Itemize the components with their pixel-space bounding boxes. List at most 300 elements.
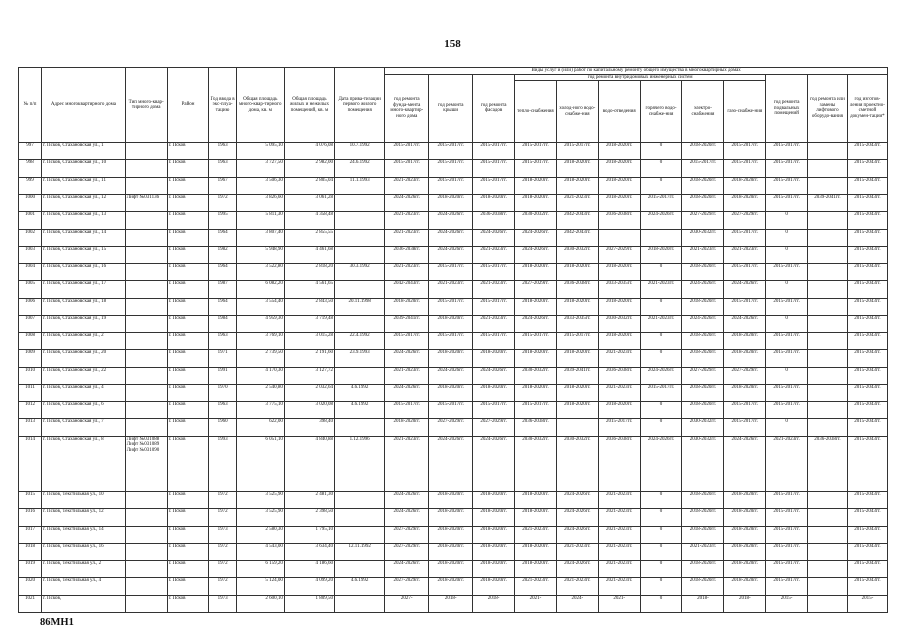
row-design: 2015-2043гг. — [847, 543, 887, 560]
row-cold-water: 2042-2043гг. — [556, 229, 598, 246]
row-year: 1991 — [209, 367, 236, 384]
row-heat: 2021-2023гг. — [515, 526, 557, 543]
row-facade: 2015-2017гг. — [473, 402, 515, 419]
row-roof: 2018-2020гг. — [429, 543, 473, 560]
row-privatization-date — [335, 281, 385, 298]
table-row — [19, 595, 888, 612]
row-total-area: 4 959,30 — [236, 315, 284, 332]
table-row — [19, 402, 888, 419]
row-cold-water: 2042-2043гг. — [556, 212, 598, 229]
row-hot-water: 0 — [640, 177, 682, 194]
row-privatization-date: 4.6.1992 — [335, 578, 385, 595]
row-electric: 2018-2020гг. — [682, 578, 724, 595]
row-basement: 0 — [766, 229, 808, 246]
row-privatization-date: 1.12.1996 — [335, 436, 385, 491]
row-facade: 2015-2017гг. — [473, 264, 515, 281]
row-number: 999 — [19, 177, 42, 194]
row-foundation: 2018-2020гг. — [385, 298, 429, 315]
row-basement: 2015-2017гг. — [766, 333, 808, 350]
row-year: 1972 — [209, 194, 236, 211]
header-works-group: Виды услуг и (или) работ по капитальному ремонту общего имущества в многоквартирных домах — [385, 68, 888, 75]
row-basement: 2015-2017гг. — [766, 350, 808, 367]
row-sewer: 2030-2032гг. — [598, 315, 640, 332]
row-house-type — [125, 402, 167, 419]
header-sewer: водо-отведения — [598, 81, 640, 143]
row-privatization-date: 23.9.1993 — [335, 350, 385, 367]
row-sewer: 2021-2023гг. — [598, 492, 640, 509]
row-house-type — [125, 419, 167, 436]
row-basement: 2015-2017гг. — [766, 526, 808, 543]
row-number: 1021 — [19, 595, 42, 612]
row-hot-water: 0 — [640, 160, 682, 177]
row-facade: 2024-2026гг. — [473, 229, 515, 246]
row-facade: 2018-2020гг. — [473, 384, 515, 401]
row-living-area: 3 719,48 — [284, 315, 334, 332]
row-sewer: 2021-2023гг. — [598, 350, 640, 367]
row-privatization-date — [335, 492, 385, 509]
row-address: г. Псков, Текстильная ул., 12 — [42, 509, 126, 526]
row-basement: 0 — [766, 212, 808, 229]
header-design: год изготов-ления проектно-сметной докумен-тации* — [847, 74, 887, 143]
row-gas: 2015-2017гг. — [724, 402, 766, 419]
row-privatization-date: 12.11.1992 — [335, 543, 385, 560]
row-total-area: 2 540,80 — [236, 384, 284, 401]
row-sewer: 2033-2035гг. — [598, 281, 640, 298]
row-total-area: 3 525,90 — [236, 509, 284, 526]
row-year: 1963 — [209, 143, 236, 160]
row-heat: 2018-2020гг. — [515, 194, 557, 211]
row-year: 1964 — [209, 264, 236, 281]
row-facade: 2024-2026гг. — [473, 436, 515, 491]
row-total-area: 2 739,50 — [236, 350, 284, 367]
row-foundation: 2024-2026гг. — [385, 561, 429, 578]
row-elevator — [808, 212, 848, 229]
row-design: 2015-2043гг. — [847, 315, 887, 332]
row-cold-water: 2024-2026гг. — [556, 492, 598, 509]
row-heat: 2018-2020гг. — [515, 298, 557, 315]
row-living-area: 2 032,64 — [284, 384, 334, 401]
row-living-area: 2 982,00 — [284, 160, 334, 177]
row-sewer: 2018-2020гг. — [598, 264, 640, 281]
row-hot-water: 2021-2023гг. — [640, 281, 682, 298]
row-elevator — [808, 561, 848, 578]
row-heat: 2018-2020гг. — [515, 350, 557, 367]
row-privatization-date — [335, 419, 385, 436]
row-privatization-date: 10.7.1992 — [335, 143, 385, 160]
row-living-area: 3 015,28 — [284, 333, 334, 350]
row-cold-water: 2015-2017гг. — [556, 143, 598, 160]
row-electric: 2024-2026гг. — [682, 281, 724, 298]
row-sewer: 2021-2023гг. — [598, 526, 640, 543]
row-privatization-date: 22.4.1992 — [335, 333, 385, 350]
row-address: г. Псков, Стахановская ул., 18 — [42, 298, 126, 315]
row-roof: 2015-2017гг. — [429, 333, 473, 350]
header-privatization-date: Дата прива-тизации первого жилого помещения — [335, 68, 385, 143]
row-basement: 2015-2017гг. — [766, 509, 808, 526]
row-cold-water: 2021-2023гг. — [556, 578, 598, 595]
row-total-area: 5 124,00 — [236, 578, 284, 595]
row-hot-water: 0 — [640, 264, 682, 281]
row-hot-water: 0 — [640, 402, 682, 419]
table-row — [19, 578, 888, 595]
row-living-area: 2 805,04 — [284, 177, 334, 194]
row-house-type — [125, 333, 167, 350]
row-electric: 2030-2032гг. — [682, 436, 724, 491]
table-row — [19, 160, 888, 177]
row-district: г. Псков — [167, 419, 209, 436]
row-facade: 2018-2020гг. — [473, 526, 515, 543]
row-facade: 2015-2017гг. — [473, 160, 515, 177]
row-year: 1963 — [209, 333, 236, 350]
row-cold-water: 2021-2023гг. — [556, 543, 598, 560]
row-address: г. Псков, Стахановская ул., 1 — [42, 143, 126, 160]
row-number: 1001 — [19, 212, 42, 229]
row-sewer: 2036-2038гг. — [598, 436, 640, 491]
row-cold-water: 2018-2020гг. — [556, 384, 598, 401]
row-facade: 2036-2038гг. — [473, 212, 515, 229]
row-district: г. Псков — [167, 578, 209, 595]
row-hot-water: 0 — [640, 419, 682, 436]
row-hot-water: 0 — [640, 543, 682, 560]
row-facade: 2018-2020гг. — [473, 350, 515, 367]
row-number: 1014 — [19, 436, 42, 491]
row-year: 1993 — [209, 436, 236, 491]
row-roof: 2018-2020гг. — [429, 509, 473, 526]
row-number: 1017 — [19, 526, 42, 543]
row-house-type: Лифт №031136 — [125, 194, 167, 211]
row-gas: 2018-2020гг. — [724, 578, 766, 595]
row-house-type — [125, 143, 167, 160]
row-living-area: 4 099,20 — [284, 578, 334, 595]
row-house-type — [125, 492, 167, 509]
row-district: г. Псков — [167, 246, 209, 263]
table-row — [19, 264, 888, 281]
row-district: г. Псков — [167, 143, 209, 160]
row-number: 1020 — [19, 578, 42, 595]
row-year: 1970 — [209, 384, 236, 401]
table-row — [19, 315, 888, 332]
row-address: г. Псков, Стахановская ул., 12 — [42, 194, 126, 211]
row-basement: 2015-2017гг. — [766, 543, 808, 560]
row-foundation: 2024-2026гг. — [385, 350, 429, 367]
row-total-area: 4 543,00 — [236, 543, 284, 560]
row-privatization-date — [335, 315, 385, 332]
row-heat: 2024-2026гг. — [515, 315, 557, 332]
row-year: 1967 — [209, 177, 236, 194]
row-cold-water: 2036-2038гг. — [556, 281, 598, 298]
row-facade: 2018-2020гг. — [473, 509, 515, 526]
row-number: 1006 — [19, 298, 42, 315]
row-sewer: 2027-2029гг. — [598, 246, 640, 263]
table-row — [19, 419, 888, 436]
row-elevator — [808, 298, 848, 315]
row-total-area: 4 170,30 — [236, 367, 284, 384]
row-heat: 2015-2017гг. — [515, 160, 557, 177]
row-elevator — [808, 384, 848, 401]
row-foundation: 2021-2023гг. — [385, 367, 429, 384]
row-roof: 2018-2020гг. — [429, 526, 473, 543]
row-foundation: 2021-2023гг. — [385, 229, 429, 246]
row-hot-water: 0 — [640, 561, 682, 578]
row-number: 1019 — [19, 561, 42, 578]
row-hot-water: 2021-2023гг. — [640, 315, 682, 332]
row-basement: 2015-2017гг. — [766, 194, 808, 211]
row-gas: 2027-2029гг. — [724, 367, 766, 384]
row-address: г. Псков, Стахановская ул., 2 — [42, 333, 126, 350]
row-hot-water: 0 — [640, 509, 682, 526]
row-cold-water: 2030-2032гг. — [556, 436, 598, 491]
header-hot-water: горячего водо-снабже-ния — [640, 81, 682, 143]
row-basement: 2015-2017гг. — [766, 264, 808, 281]
row-year: 1960 — [209, 419, 236, 436]
row-heat: 2027-2029гг. — [515, 281, 557, 298]
row-roof: 2018-2020гг. — [429, 561, 473, 578]
row-total-area: 5 811,30 — [236, 212, 284, 229]
row-facade: 2018-2020гг. — [473, 561, 515, 578]
row-basement: 2015- — [766, 595, 808, 612]
row-cold-water: 2015-2017гг. — [556, 333, 598, 350]
row-house-type — [125, 229, 167, 246]
row-facade: 2021-2023гг. — [473, 281, 515, 298]
row-foundation: 2039-2041гг. — [385, 315, 429, 332]
header-num: № п/п — [19, 68, 42, 143]
row-privatization-date: 11.1.1993 — [335, 177, 385, 194]
row-hot-water: 0 — [640, 526, 682, 543]
row-elevator — [808, 526, 848, 543]
row-district: г. Псков — [167, 177, 209, 194]
row-number: 1013 — [19, 419, 42, 436]
row-gas: 2018-2020гг. — [724, 509, 766, 526]
row-gas: 2018-2020гг. — [724, 492, 766, 509]
row-design: 2015-2043гг. — [847, 436, 887, 491]
row-year: 1963 — [209, 402, 236, 419]
row-number: 997 — [19, 143, 42, 160]
row-elevator — [808, 402, 848, 419]
row-facade: 2021-2023гг. — [473, 246, 515, 263]
row-address: г. Псков, Стахановская ул., 14 — [42, 229, 126, 246]
header-systems-group: год ремонта внутридомовых инженерных систем — [515, 74, 766, 81]
row-address: г. Псков, Стахановская ул., 7 — [42, 419, 126, 436]
row-district: г. Псков — [167, 543, 209, 560]
row-hot-water: 0 — [640, 492, 682, 509]
row-heat: 2018-2020гг. — [515, 384, 557, 401]
row-sewer: 2021-2023гг. — [598, 509, 640, 526]
row-elevator — [808, 160, 848, 177]
row-total-area: 3 522,80 — [236, 264, 284, 281]
row-hot-water: 0 — [640, 578, 682, 595]
row-elevator — [808, 333, 848, 350]
row-cold-water: 2033-2035гг. — [556, 315, 598, 332]
header-type: Тип много-квар-тирного дома — [125, 68, 167, 143]
row-year: 1982 — [209, 246, 236, 263]
row-roof: 2015-2017гг. — [429, 264, 473, 281]
row-elevator — [808, 543, 848, 560]
row-living-area: 4 186,60 — [284, 561, 334, 578]
row-address: г. Псков, Текстильная ул., 2 — [42, 561, 126, 578]
row-heat: 2030-2032гг. — [515, 367, 557, 384]
row-total-area: 3 506,30 — [236, 177, 284, 194]
row-total-area: 6 051,10 — [236, 436, 284, 491]
table-row — [19, 194, 888, 211]
row-design: 2015-2043гг. — [847, 384, 887, 401]
row-design: 2015- — [847, 595, 887, 612]
row-roof: 2015-2017гг. — [429, 298, 473, 315]
row-heat: 2030-2032гг. — [515, 436, 557, 491]
row-facade: 2018-2020гг. — [473, 492, 515, 509]
header-cold-water: холод-ного водо-снабже-ния — [556, 81, 598, 143]
row-district: г. Псков — [167, 264, 209, 281]
row-elevator — [808, 315, 848, 332]
row-gas: 2024-2026гг. — [724, 315, 766, 332]
header-year: Год ввода в экс-плуа-тацию — [209, 68, 236, 143]
row-number: 998 — [19, 160, 42, 177]
row-gas: 2018- — [724, 595, 766, 612]
row-foundation: 2027-2029гг. — [385, 578, 429, 595]
row-sewer: 2018-2020гг. — [598, 194, 640, 211]
row-house-type — [125, 526, 167, 543]
row-design: 2015-2043гг. — [847, 526, 887, 543]
row-design: 2015-2043гг. — [847, 578, 887, 595]
row-living-area: 2 855,55 — [284, 229, 334, 246]
row-year: 1964 — [209, 229, 236, 246]
row-district: г. Псков — [167, 367, 209, 384]
row-roof: 2018-2020гг. — [429, 492, 473, 509]
row-hot-water — [640, 229, 682, 246]
row-foundation: 2027- — [385, 595, 429, 612]
table-row — [19, 212, 888, 229]
table-row — [19, 543, 888, 560]
row-privatization-date: 4.6.1992 — [335, 402, 385, 419]
row-gas: 2018-2020гг. — [724, 543, 766, 560]
row-design: 2015-2043гг. — [847, 194, 887, 211]
row-district: г. Псков — [167, 212, 209, 229]
row-heat: 2018-2020гг. — [515, 177, 557, 194]
row-cold-water: 2018-2020гг. — [556, 350, 598, 367]
row-roof: 2015-2017гг. — [429, 143, 473, 160]
row-electric: 2018-2020гг. — [682, 384, 724, 401]
row-address: г. Псков, Стахановская ул., 4 — [42, 384, 126, 401]
row-heat: 2018-2020гг. — [515, 509, 557, 526]
row-basement: 2021-2023гг. — [766, 436, 808, 491]
row-total-area: 6 082,20 — [236, 281, 284, 298]
row-heat: 2018-2020гг. — [515, 492, 557, 509]
table-row — [19, 333, 888, 350]
row-facade: 2015-2017гг. — [473, 298, 515, 315]
row-address: г. Псков, Стахановская ул., 20 — [42, 350, 126, 367]
row-year: 1963 — [209, 160, 236, 177]
footer-code: 86MH1 — [40, 617, 74, 628]
row-house-type — [125, 595, 167, 612]
row-year: 1964 — [209, 298, 236, 315]
row-hot-water: 2024-2026гг. — [640, 436, 682, 491]
row-address: г. Псков, Текстильная ул., 4 — [42, 578, 126, 595]
row-cold-water: 2024-2026гг. — [556, 526, 598, 543]
row-living-area: 4 461,68 — [284, 246, 334, 263]
row-address: г. Псков, Стахановская ул., 8 — [42, 436, 126, 491]
row-electric: 2030-2032гг. — [682, 229, 724, 246]
header-heat: тепло-снабжения — [515, 81, 557, 143]
row-number: 1011 — [19, 384, 42, 401]
row-heat: 2021-2023гг. — [515, 578, 557, 595]
row-address: г. Псков, Стахановская ул., 10 — [42, 160, 126, 177]
table-row — [19, 246, 888, 263]
row-gas: 2018-2020гг. — [724, 177, 766, 194]
row-living-area: 3 061,28 — [284, 194, 334, 211]
row-gas: 2018-2020гг. — [724, 384, 766, 401]
row-sewer: 2021-2023гг. — [598, 561, 640, 578]
row-electric: 2030-2032гг. — [682, 419, 724, 436]
row-address: г. Псков, Текстильная ул., 16 — [42, 543, 126, 560]
row-privatization-date: 30.3.1992 — [335, 264, 385, 281]
row-privatization-date — [335, 509, 385, 526]
header-roof: год ремонта крыши — [429, 74, 473, 143]
row-living-area: 1 809,50 — [284, 595, 334, 612]
row-foundation: 2024-2026гг. — [385, 492, 429, 509]
row-district: г. Псков — [167, 526, 209, 543]
header-total-area: Общая площадь много-квар-тирного дома, кв. м — [236, 68, 284, 143]
table-row — [19, 281, 888, 298]
row-district: г. Псков — [167, 229, 209, 246]
row-year: 1972 — [209, 578, 236, 595]
row-total-area: 3 554,40 — [236, 298, 284, 315]
row-foundation: 2021-2023гг. — [385, 212, 429, 229]
row-total-area: 2 600,10 — [236, 595, 284, 612]
row-cold-water: 2024-2026гг. — [556, 561, 598, 578]
page-number: 158 — [444, 38, 461, 50]
row-gas: 2015-2017гг. — [724, 419, 766, 436]
row-house-type — [125, 298, 167, 315]
row-roof: 2024-2026гг. — [429, 436, 473, 491]
row-elevator — [808, 229, 848, 246]
row-roof: 2024-2026гг. — [429, 246, 473, 263]
row-elevator — [808, 246, 848, 263]
row-foundation: 2024-2026гг. — [385, 509, 429, 526]
row-foundation: 2042-2043гг. — [385, 281, 429, 298]
row-privatization-date: 20.11.1998 — [335, 298, 385, 315]
row-sewer: 2021-2023гг. — [598, 384, 640, 401]
row-facade: 2024-2026гг. — [473, 367, 515, 384]
row-design: 2015-2043гг. — [847, 350, 887, 367]
row-address: г. Псков, — [42, 595, 126, 612]
row-number: 1003 — [19, 246, 42, 263]
row-privatization-date — [335, 212, 385, 229]
row-sewer: 2021-2023гг. — [598, 543, 640, 560]
row-total-area: 3 769,10 — [236, 333, 284, 350]
row-facade: 2018-2020гг. — [473, 543, 515, 560]
row-basement: 0 — [766, 246, 808, 263]
header-foundation: год ремонта фунда-мента много-квартир-ного дома — [385, 74, 429, 143]
row-basement: 2015-2017гг. — [766, 561, 808, 578]
row-facade: 2021-2023гг. — [473, 315, 515, 332]
row-foundation: 2021-2023гг. — [385, 264, 429, 281]
row-elevator — [808, 492, 848, 509]
row-living-area: 3 127,72 — [284, 367, 334, 384]
row-design: 2015-2043гг. — [847, 246, 887, 263]
row-electric: 2018-2020гг. — [682, 402, 724, 419]
row-roof: 2018-2020гг. — [429, 350, 473, 367]
row-number: 1000 — [19, 194, 42, 211]
row-gas: 2018-2020гг. — [724, 350, 766, 367]
row-district: г. Псков — [167, 160, 209, 177]
row-hot-water: 0 — [640, 350, 682, 367]
table-row — [19, 436, 888, 491]
row-elevator: 2036-2038гг. — [808, 436, 848, 491]
row-gas: 2024-2026гг. — [724, 281, 766, 298]
row-elevator — [808, 143, 848, 160]
row-total-area: 3 775,10 — [236, 402, 284, 419]
row-heat: 2036-2038гг. — [515, 419, 557, 436]
row-foundation: 2015-2017гг. — [385, 160, 429, 177]
